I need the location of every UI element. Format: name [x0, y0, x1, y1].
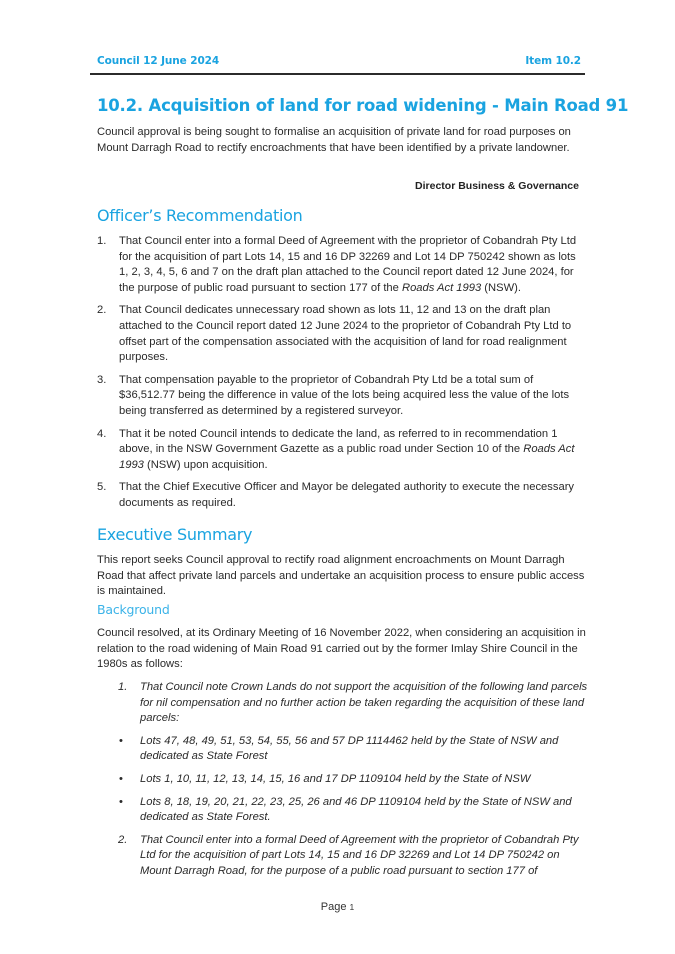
item-number: Item 10.2	[525, 55, 581, 67]
bullet-icon: •	[119, 795, 123, 808]
item-number: 3.	[97, 373, 107, 386]
intro-paragraph: Council approval is being sought to formalise an acquisition of private land for road purposes on Mount Darragh Road to rectify encroachments that have been identified by a private landowner.	[97, 126, 571, 154]
item-text: That it be noted Council intends to dedicate the land, as referred to in recommendation 1 above, in the NSW Government Gazette as a public road under Section 10 of the	[119, 427, 558, 456]
section-heading-recommendation: Officer’s Recommendation	[97, 206, 303, 225]
act-name: Roads Act 1993	[402, 281, 482, 294]
recommendation-list	[97, 234, 587, 519]
report-title: 10.2. Acquisition of land for road widening - Main Road 91	[97, 96, 629, 115]
item-text: That compensation payable to the proprietor of Cobandrah Pty Ltd be a total sum of $36,512.77 being the difference in value of the lots being acquired less the value of the lots being transferred as determined by a registered surveyor.	[119, 373, 570, 417]
subheading-background: Background	[97, 602, 170, 617]
item-text-tail: (NSW) upon acquisition.	[143, 458, 268, 471]
item-number: 2.	[97, 304, 107, 317]
background-paragraph: Council resolved, at its Ordinary Meeting of 16 November 2022, when considering an acquisition in relation to the road widening of Main Road 91 carried out by the former Imlay Shire Council in the 1980s as follows:	[97, 627, 586, 671]
item-text: That Council note Crown Lands do not support the acquisition of the following land parcels for nil compensation and no further action be taken regarding the acquisition of these land parcels:	[140, 681, 588, 725]
item-number: 4.	[97, 427, 107, 440]
page-header	[97, 55, 581, 71]
executive-summary-paragraph: This report seeks Council approval to rectify road alignment encroachments on Mount Darragh Road that affect private land parcels and undertake an acquisition process to ensure public access is maintained.	[97, 554, 585, 598]
recommendation-item	[97, 303, 587, 365]
resolution-item	[118, 833, 588, 880]
resolution-bullet	[118, 734, 588, 765]
item-text: That Council dedicates unnecessary road shown as lots 11, 12 and 13 on the draft plan attached to the Council report dated 12 June 2024 to the proprietor of Cobandrah Pty Ltd to offset part of the compensation associated with the acquisition of land for road realignment purposes.	[119, 304, 572, 364]
item-number: 1.	[97, 235, 107, 247]
page-label: Page	[320, 901, 347, 913]
recommendation-item	[97, 427, 587, 474]
bullet-icon: •	[119, 734, 123, 747]
item-text: That Council enter into a formal Deed of Agreement with the proprietor of Cobandrah Pty Ltd for the acquisition of part Lots 14, 15 and 16 DP 32269 and Lot 14 DP 750242 on Mount Darragh Road, for the purpose of a public road pursuant to section 177 of	[140, 833, 579, 877]
item-text: Lots 8, 18, 19, 20, 21, 22, 23, 25, 26 and 46 DP 1109104 held by the State of NSW and dedicated as State Forest.	[140, 795, 572, 824]
recommendation-item	[97, 480, 587, 511]
recommendation-item	[97, 234, 587, 296]
recommendation-item	[97, 373, 587, 420]
item-number: 5.	[97, 481, 107, 494]
act-name: Roads Act 1993	[119, 443, 575, 471]
item-text: That the Chief Executive Officer and Mayor be delegated authority to execute the necessary documents as required.	[119, 481, 575, 509]
author-line: Director Business & Governance	[415, 180, 579, 192]
meeting-date: Council 12 June 2024	[97, 55, 220, 67]
resolution-bullet	[118, 795, 588, 826]
page-footer	[0, 901, 675, 913]
page-number: 1	[349, 902, 355, 912]
section-heading-executive-summary: Executive Summary	[97, 525, 253, 544]
item-number: 1.	[118, 681, 128, 693]
item-number: 2.	[118, 833, 128, 846]
resolution-bullet	[118, 772, 588, 788]
header-divider	[90, 73, 585, 75]
resolution-item	[118, 680, 588, 727]
resolution-quote	[118, 680, 588, 887]
item-text: Lots 47, 48, 49, 51, 53, 54, 55, 56 and 57 DP 1114462 held by the State of NSW and dedicated as State Forest	[140, 734, 559, 763]
item-text: That Council enter into a formal Deed of Agreement with the proprietor of Cobandrah Pty Ltd for the acquisition of part Lots 14, 15 and 16 DP 32269 and Lot 14 DP 750242 shown as lots 1, 2, 3, 4, 5, 6 and 7 on the draft plan attached to the Council report dated 12 June 2024, for the purpose of public road pursuant to section 177 of the	[119, 235, 577, 294]
item-text-tail: (NSW).	[481, 281, 521, 294]
item-text: Lots 1, 10, 11, 12, 13, 14, 15, 16 and 17 DP 1109104 held by the State of NSW	[140, 772, 531, 785]
bullet-icon: •	[119, 772, 123, 785]
